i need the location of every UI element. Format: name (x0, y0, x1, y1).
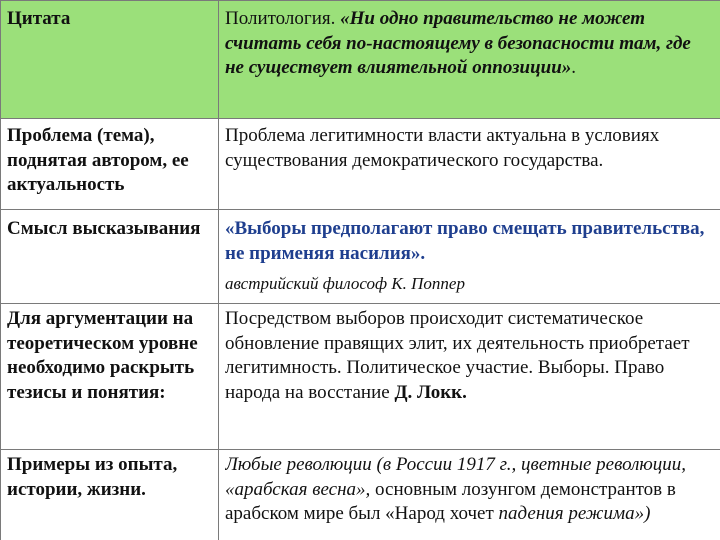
table-row-problem (1, 119, 720, 210)
table-row-quote (1, 1, 720, 119)
row-label-examples: Примеры из опыта, истории, жизни. (1, 450, 219, 540)
row-value-examples (219, 450, 720, 540)
table-row-examples (1, 450, 720, 540)
row-label-quote: Цитата (1, 1, 219, 119)
row-value-argumentation (219, 304, 720, 450)
argumentation-text: Посредством выборов происходит систематическое обновление правящих элит, их деятельность приобретает легитимность. Политическое участие. Выборы. Право народа на восстание (225, 308, 690, 403)
row-label-problem: Проблема (тема), поднятая автором, ее актуальность (1, 119, 219, 210)
row-value-meaning (219, 210, 720, 304)
locke-name: Д. Локк. (394, 381, 467, 403)
row-value-quote (219, 1, 720, 119)
popper-quote: «Выборы предполагают право смещать правительства, не применяя насилия». (225, 218, 705, 264)
examples-italic-tail: падения режима») (498, 503, 651, 524)
subject-name: Политология. (225, 8, 341, 29)
table-row-argumentation (1, 304, 720, 450)
table-row-meaning (1, 210, 720, 304)
quote-author: австрийский философ К. Поппер (225, 274, 465, 293)
row-label-argumentation: Для аргументации на теоретическом уровне необходимо раскрыть тезисы и понятия: (1, 304, 219, 450)
row-value-problem: Проблема легитимности власти актуальна в условиях существования демократического государства. (219, 119, 720, 210)
quote-text: «Ни одно правительство не может считать себя по-настоящему в безопасности там, где не существует влиятельной оппозиции» (225, 8, 691, 78)
row-label-meaning: Смысл высказывания (1, 210, 219, 304)
examples-text: основным лозунгом демонстрантов в арабском мире был «Народ хочет (225, 478, 676, 524)
examples-italic: Любые революции (в России 1917 г., цветные революции, «арабская весна», (225, 454, 687, 500)
quote-suffix: . (571, 57, 577, 78)
